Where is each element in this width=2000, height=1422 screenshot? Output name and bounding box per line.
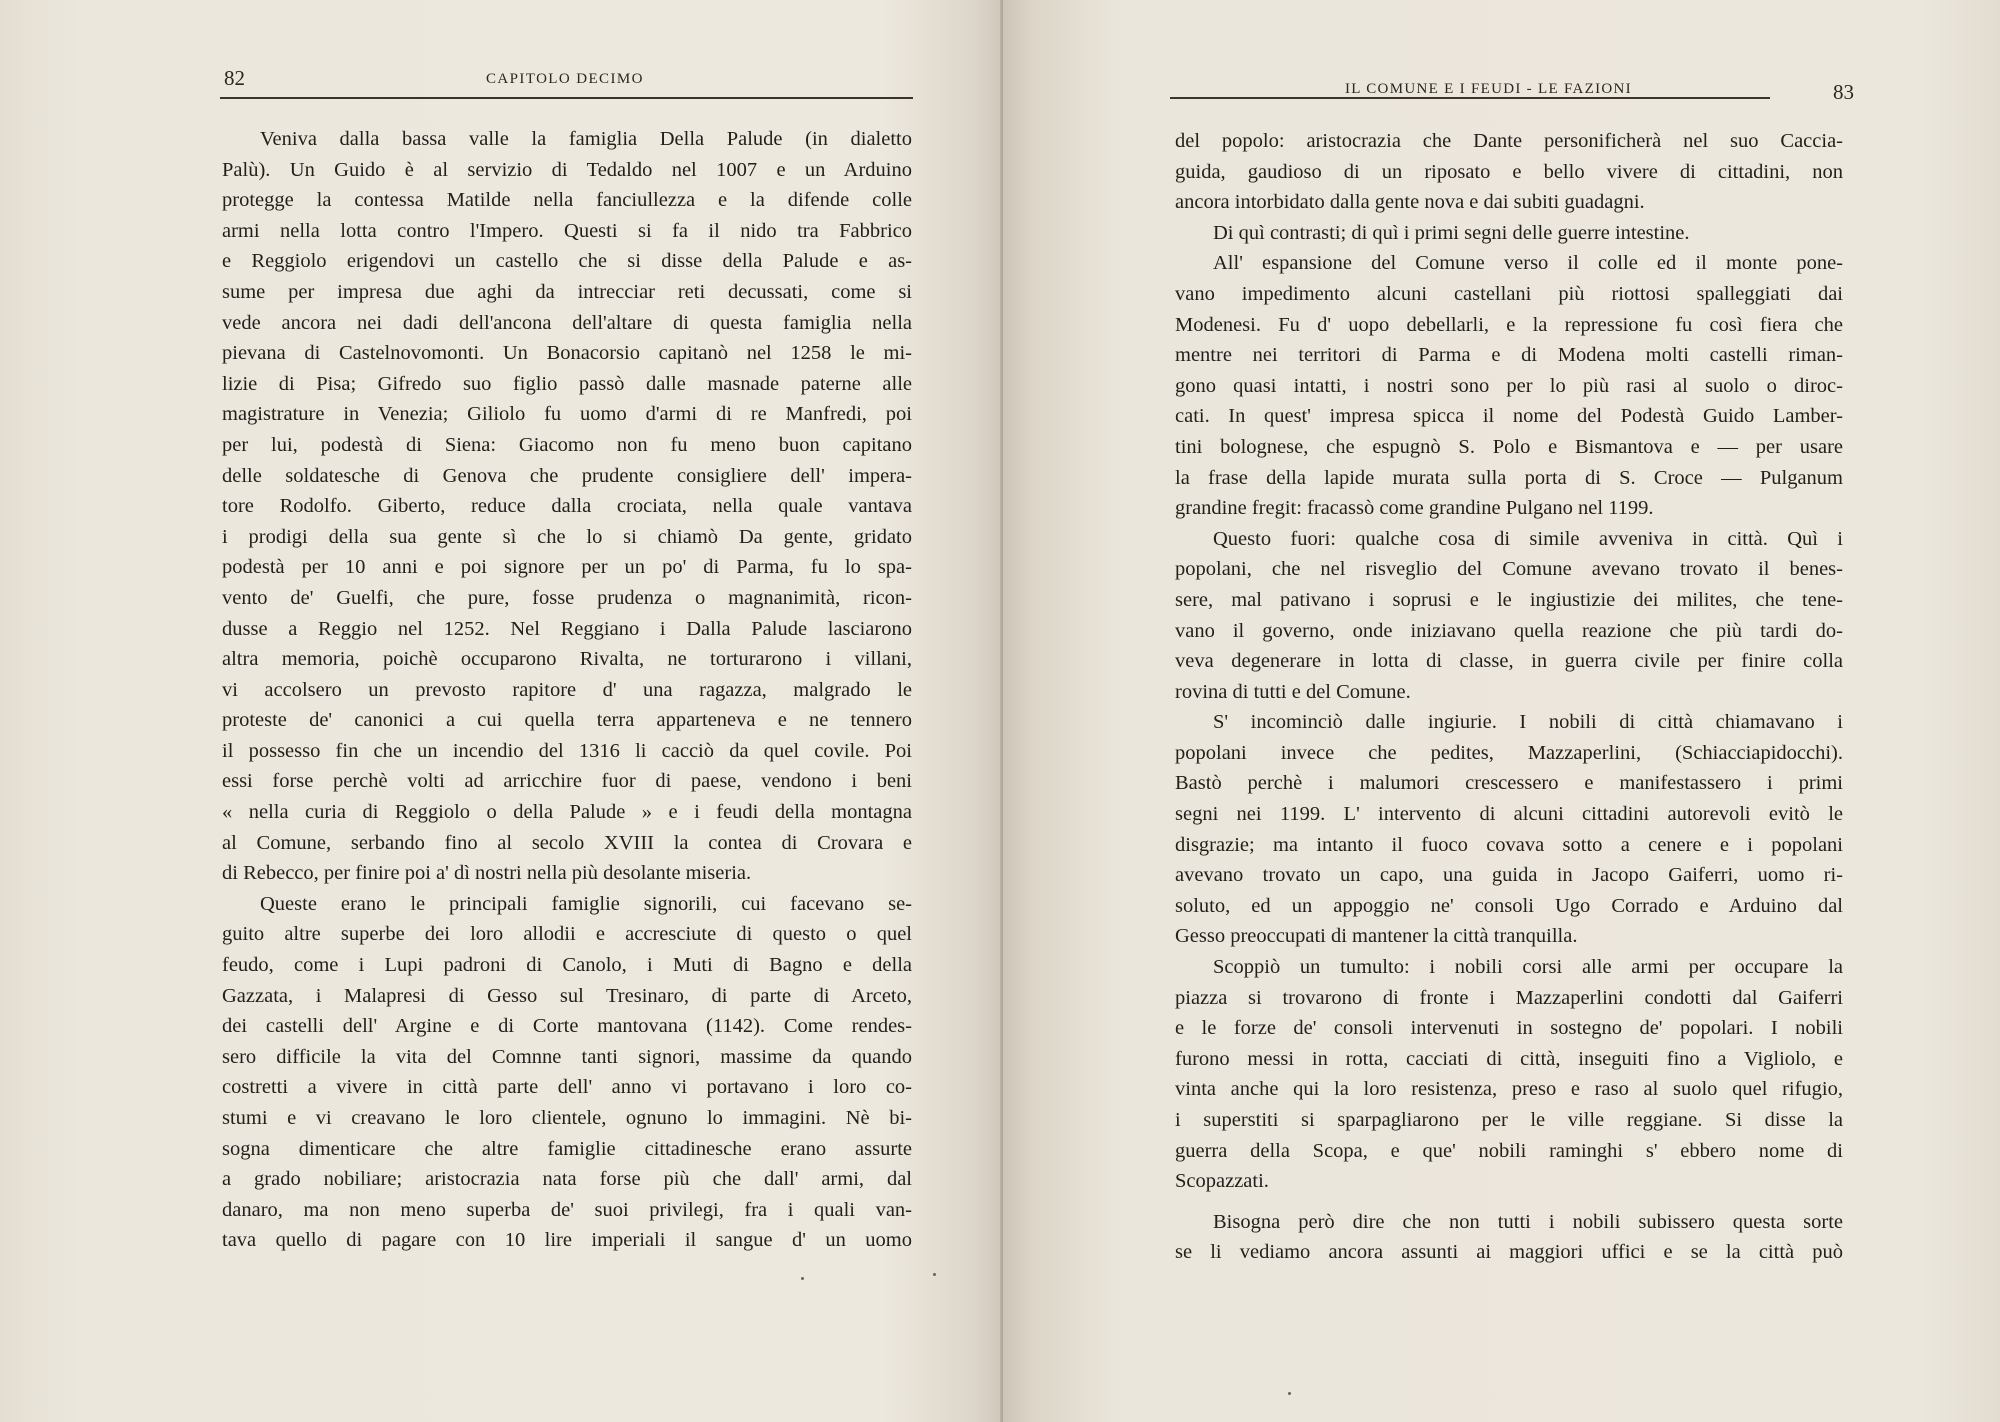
text-line: piazza si trovarono di fronte i Mazzaperlini condotti dal Gaiferri — [1175, 986, 1843, 1009]
text-line: essi forse perchè volti ad arricchire fuor di paese, vendono i beni — [222, 770, 912, 793]
text-line: al Comune, serbando fino al secolo XVIII la contea di Crovara e — [222, 831, 912, 854]
text-line: Gazzata, i Malapresi di Gesso sul Tresinaro, di parte di Arceto, — [222, 984, 912, 1007]
text-line: sere, mal pativano i soprusi e le ingiustizie dei milites, che tene- — [1175, 588, 1843, 611]
text-line: guerra della Scopa, e que' nobili raminghi s' ebbero nome di — [1175, 1139, 1843, 1162]
text-line: Bisogna però dire che non tutti i nobili subissero questa sorte — [1213, 1210, 1843, 1233]
text-line: All' espansione del Comune verso il colle ed il monte pone- — [1213, 252, 1843, 275]
running-head: CAPITOLO DECIMO — [486, 71, 644, 87]
text-line: proteste de' canonici a cui quella terra apparteneva e ne tennero — [222, 709, 912, 732]
body-text — [1175, 126, 1843, 1268]
text-line: furono messi in rotta, cacciati di città, inseguiti fino a Vigliolo, e — [1175, 1047, 1843, 1070]
page-number: 82 — [224, 66, 245, 90]
header-rule — [220, 97, 913, 99]
text-line: sogna dimenticare che altre famiglie cittadinesche erano assurte — [222, 1137, 912, 1160]
text-line: a grado nobiliare; aristocrazia nata forse più che dall' armi, dal — [222, 1168, 912, 1191]
text-line: Questo fuori: qualche cosa di simile avveniva in città. Quì i — [1213, 527, 1843, 550]
text-line: i superstiti si sparpagliarono per le ville reggiane. Si disse la — [1175, 1109, 1843, 1131]
running-head: IL COMUNE E I FEUDI - LE FAZIONI — [1345, 81, 1632, 97]
text-line: disgrazie; ma intanto il fuoco covava sotto a cenere e i popolani — [1175, 833, 1843, 856]
text-line: Scopazzati. — [1175, 1170, 1269, 1193]
right-page — [1003, 0, 2000, 1422]
text-line: la frase della lapide murata sulla porta di S. Croce — Pulganum — [1175, 466, 1843, 489]
text-line: armi nella lotta contro l'Impero. Questi si fa il nido tra Fabbrico — [222, 219, 912, 242]
text-line: segni nei 1199. L' intervento di alcuni cittadini autorevoli evitò le — [1175, 803, 1843, 826]
text-line: vano impedimento alcuni castellani più riottosi spalleggiati dai — [1175, 282, 1843, 305]
text-line: cati. In quest' impresa spicca il nome del Podestà Guido Lamber- — [1175, 405, 1843, 428]
text-line: il possesso fin che un incendio del 1316 li cacciò da quel covile. Poi — [222, 739, 912, 762]
text-line: tore Rodolfo. Giberto, reduce dalla crociata, nella quale vantava — [222, 495, 912, 518]
text-line: altra memoria, poichè occuparono Rivalta, ne torturarono i villani, — [222, 648, 912, 671]
text-line: Di quì contrasti; di quì i primi segni delle guerre intestine. — [1213, 221, 1690, 244]
text-line: di Rebecco, per finire poi a' dì nostri nella più desolante miseria. — [222, 862, 752, 885]
text-line: i prodigi della sua gente sì che lo si chiamò Da gente, gridato — [222, 525, 912, 548]
text-line: vede ancora nei dadi dell'ancona dell'altare di questa famiglia nella — [222, 311, 912, 334]
text-line: tini bolognese, che espugnò S. Polo e Bismantova e — per usare — [1175, 435, 1843, 458]
text-line: lizie di Pisa; Gifredo suo figlio passò dalle masnade paterne alle — [222, 372, 912, 395]
page-number: 83 — [1833, 80, 1854, 104]
paper-speck — [801, 1277, 804, 1280]
text-line: dei castelli dell' Argine e di Corte mantovana (1142). Come rendes- — [222, 1015, 912, 1038]
text-line: « nella curia di Reggiolo o della Palude » e i feudi della montagna — [222, 801, 912, 824]
text-line: vinta anche qui la loro resistenza, preso e raso al suolo quel rifugio, — [1175, 1078, 1843, 1101]
text-line: Queste erano le principali famiglie signorili, cui facevano se- — [260, 892, 912, 915]
text-line: danaro, ma non meno superba de' suoi privilegi, fra i quali van- — [222, 1198, 912, 1221]
text-line: Bastò perchè i malumori crescessero e manifestassero i primi — [1175, 772, 1843, 795]
text-line: se li vediamo ancora assunti ai maggiori uffici e se la città può — [1175, 1241, 1843, 1264]
text-line: Palù). Un Guido è al servizio di Tedaldo nel 1007 e un Arduino — [222, 158, 912, 181]
text-line: protegge la contessa Matilde nella fanciullezza e la difende colle — [222, 189, 912, 212]
text-line: pievana di Castelnovomonti. Un Bonacorsio capitanò nel 1258 le mi- — [222, 342, 912, 365]
text-line: stumi e vi creavano le loro clientele, ognuno lo immagini. Nè bi- — [222, 1107, 912, 1129]
text-line: vento de' Guelfi, che pure, fosse prudenza o magnanimità, ricon- — [222, 586, 912, 609]
text-line: dusse a Reggio nel 1252. Nel Reggiano i Dalla Palude lasciarono — [222, 617, 912, 640]
text-line: Gesso preoccupati di mantener la città tranquilla. — [1175, 925, 1578, 948]
text-line: soluto, ed un appoggio ne' consoli Ugo Corrado e Arduino dal — [1175, 894, 1843, 917]
text-line: popolani, che nel risveglio del Comune avevano trovato il benes- — [1175, 558, 1843, 581]
text-line: magistrature in Venezia; Giliolo fu uomo d'armi di re Manfredi, poi — [222, 403, 912, 426]
header-rule — [1170, 97, 1770, 99]
text-line: Modenesi. Fu d' uopo debellarli, e la repressione fu così fiera che — [1175, 313, 1843, 336]
text-line: sume per impresa due aghi da intrecciar reti decussati, come si — [222, 280, 912, 303]
text-line: ancora intorbidato dalla gente nova e dai subiti guadagni. — [1175, 191, 1645, 214]
text-line: guito altre superbe dei loro allodii e accresciute di questo o quel — [222, 923, 912, 946]
text-line: Scoppiò un tumulto: i nobili corsi alle armi per occupare la — [1213, 956, 1843, 979]
text-line: vi accolsero un prevosto rapitore d' una ragazza, malgrado le — [222, 678, 912, 701]
paper-speck — [933, 1273, 936, 1276]
text-line: costretti a vivere in città parte dell' anno vi portavano i loro co- — [222, 1076, 912, 1099]
text-line: sero difficile la vita del Comnne tanti signori, massime da quando — [222, 1045, 912, 1068]
body-text — [222, 124, 912, 1256]
text-line: popolani invece che pedites, Mazzaperlini, (Schiacciapidocchi). — [1175, 741, 1843, 764]
text-line: grandine fregit: fracassò come grandine Pulgano nel 1199. — [1175, 497, 1654, 520]
text-line: avevano trovato un capo, una guida in Jacopo Gaiferri, uomo ri- — [1175, 864, 1843, 887]
text-line: guida, gaudioso di un riposato e bello vivere di cittadini, non — [1175, 160, 1843, 183]
text-line: mentre nei territori di Parma e di Modena molti castelli riman- — [1175, 344, 1843, 367]
text-line: podestà per 10 anni e poi signore per un po' di Parma, fu lo spa- — [222, 556, 912, 579]
text-line: e le forze de' consoli intervenuti in sostegno de' popolari. I nobili — [1175, 1017, 1843, 1040]
text-line: tava quello di pagare con 10 lire imperiali il sangue d' un uomo — [222, 1229, 912, 1252]
text-line: per lui, podestà di Siena: Giacomo non fu meno buon capitano — [222, 433, 912, 456]
text-line: del popolo: aristocrazia che Dante personificherà nel suo Caccia- — [1175, 130, 1843, 152]
paper-speck — [1288, 1392, 1291, 1395]
text-line: e Reggiolo erigendovi un castello che si disse della Palude e as- — [222, 250, 912, 273]
text-line: veva degenerare in lotta di classe, in guerra civile per finire colla — [1175, 650, 1843, 673]
text-line: vano il governo, onde iniziavano quella reazione che più tardi do- — [1175, 619, 1843, 642]
text-line: rovina di tutti e del Comune. — [1175, 680, 1411, 703]
text-line: S' incominciò dalle ingiurie. I nobili di città chiamavano i — [1213, 711, 1843, 734]
text-line: Veniva dalla bassa valle la famiglia Della Palude (in dialetto — [260, 128, 912, 150]
text-line: gono quasi intatti, i nostri sono per lo più rasi al suolo o diroc- — [1175, 374, 1843, 397]
text-line: delle soldatesche di Genova che prudente consigliere dell' impera- — [222, 464, 912, 487]
text-line: feudo, come i Lupi padroni di Canolo, i Muti di Bagno e della — [222, 954, 912, 977]
